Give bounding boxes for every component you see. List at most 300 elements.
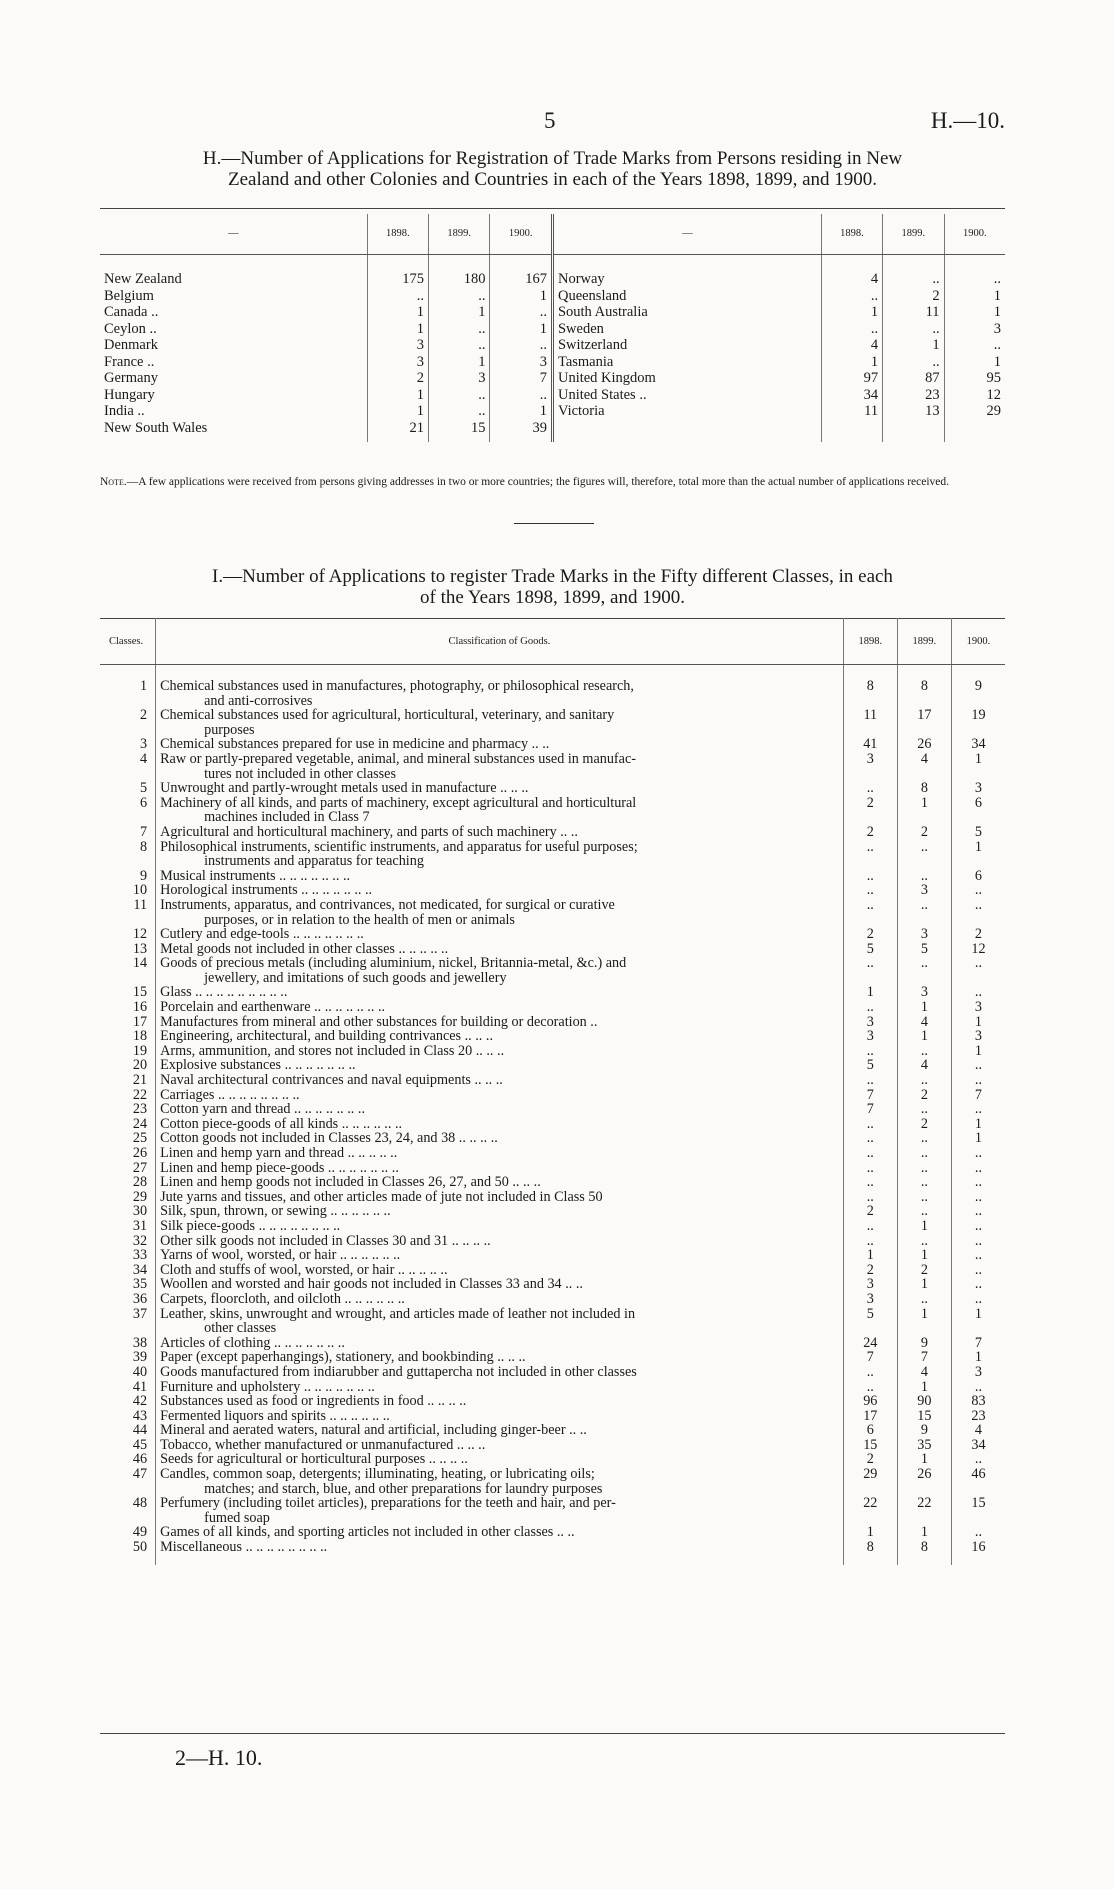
value-1899-right: 13 bbox=[883, 403, 944, 420]
value-1899: 3 bbox=[897, 985, 951, 1000]
value-1900: 7 bbox=[951, 1088, 1005, 1103]
value-1899-left: .. bbox=[429, 337, 490, 354]
value-1899: 8 bbox=[897, 679, 951, 708]
goods-description bbox=[156, 1263, 844, 1278]
value-1899: 15 bbox=[897, 1409, 951, 1424]
value-1900-right: 1 bbox=[944, 304, 1005, 321]
goods-description-line: Chemical substances prepared for use in medicine and pharmacy .. .. bbox=[160, 736, 550, 753]
goods-description-line: Carpets, floorcloth, and oilcloth .. .. .. .. .. .. bbox=[160, 1290, 405, 1307]
goods-description-line: Other silk goods not included in Classes 30 and 31 .. .. .. .. bbox=[160, 1232, 491, 1249]
value-1898-left: 1 bbox=[367, 321, 428, 338]
value-1899: .. bbox=[897, 1131, 951, 1146]
value-1900: 6 bbox=[951, 869, 1005, 884]
goods-description-continuation: tures not included in other classes bbox=[204, 765, 396, 782]
table-h-col-1898-left: 1898. bbox=[367, 214, 428, 255]
class-number: 12 bbox=[100, 927, 156, 942]
value-1898: .. bbox=[843, 1073, 897, 1088]
value-1899: 8 bbox=[897, 1540, 951, 1565]
goods-description-line: Engineering, architectural, and building contrivances .. .. .. bbox=[160, 1028, 493, 1045]
value-1900-left: 3 bbox=[490, 354, 553, 371]
class-number: 27 bbox=[100, 1161, 156, 1176]
goods-description bbox=[156, 1438, 844, 1453]
value-1898: 1 bbox=[843, 1248, 897, 1263]
value-1900-right bbox=[944, 420, 1005, 443]
value-1900: .. bbox=[951, 898, 1005, 927]
goods-description bbox=[156, 825, 844, 840]
class-number: 15 bbox=[100, 985, 156, 1000]
value-1898-right: .. bbox=[821, 321, 882, 338]
goods-description-line: Chemical substances used in manufactures, photography, or philosophical research, bbox=[160, 678, 634, 694]
value-1898: .. bbox=[843, 1131, 897, 1146]
value-1899-left: .. bbox=[429, 403, 490, 420]
document-reference: H.—10. bbox=[930, 108, 1005, 133]
class-number: 23 bbox=[100, 1102, 156, 1117]
value-1900: .. bbox=[951, 1073, 1005, 1088]
value-1898-left: 21 bbox=[367, 420, 428, 443]
goods-description-line: Horological instruments .. .. .. .. .. .. .. bbox=[160, 882, 373, 899]
goods-description bbox=[156, 1073, 844, 1088]
goods-description bbox=[156, 927, 844, 942]
class-number: 26 bbox=[100, 1146, 156, 1161]
country-left: France .. bbox=[104, 353, 155, 370]
class-number: 7 bbox=[100, 825, 156, 840]
value-1900: 2 bbox=[951, 927, 1005, 942]
class-row bbox=[100, 1525, 1005, 1540]
goods-description-continuation: jewellery, and imitations of such goods and jewellery bbox=[204, 969, 507, 986]
table-h-top-rule bbox=[100, 208, 1005, 209]
note-text: —A few applications were received from persons giving addresses in two or more countries; the figures will, therefore, total more than the actual number of applications received. bbox=[126, 476, 950, 488]
value-1898-right: 1 bbox=[821, 354, 882, 371]
table-h-title-line-2: Zealand and other Colonies and Countries in each of the Years 1898, 1899, and 1900. bbox=[227, 169, 878, 190]
goods-description bbox=[156, 1292, 844, 1307]
value-1898: 3 bbox=[843, 752, 897, 781]
value-1898-right: 4 bbox=[821, 271, 882, 288]
goods-description bbox=[156, 1204, 844, 1219]
value-1899-right: .. bbox=[883, 354, 944, 371]
note-label: Note. bbox=[100, 476, 127, 488]
value-1900: 7 bbox=[951, 1336, 1005, 1351]
value-1898: .. bbox=[843, 869, 897, 884]
goods-description bbox=[156, 1365, 844, 1380]
class-row bbox=[100, 1350, 1005, 1365]
goods-description bbox=[156, 1175, 844, 1190]
class-row bbox=[100, 737, 1005, 752]
col-1899: 1899. bbox=[897, 618, 951, 665]
country-right: United Kingdom bbox=[552, 370, 821, 387]
value-1899: 4 bbox=[897, 752, 951, 781]
value-1899: 90 bbox=[897, 1394, 951, 1409]
value-1900: 1 bbox=[951, 1015, 1005, 1030]
goods-description-line: Linen and hemp yarn and thread .. .. .. .. .. bbox=[160, 1145, 398, 1161]
value-1898: 7 bbox=[843, 1350, 897, 1365]
goods-description bbox=[156, 796, 844, 825]
goods-description bbox=[156, 1219, 844, 1234]
goods-description bbox=[156, 985, 844, 1000]
value-1900: 9 bbox=[951, 679, 1005, 708]
goods-description bbox=[156, 752, 844, 781]
value-1898: 7 bbox=[843, 1088, 897, 1103]
value-1900: 83 bbox=[951, 1394, 1005, 1409]
value-1899: 9 bbox=[897, 1336, 951, 1351]
value-1898: .. bbox=[843, 1219, 897, 1234]
goods-description bbox=[156, 956, 844, 985]
value-1899: .. bbox=[897, 1044, 951, 1059]
class-row bbox=[100, 679, 1005, 708]
table-i-title-line-2: of the Years 1898, 1899, and 1900. bbox=[420, 587, 685, 608]
goods-description-line: Goods manufactured from indiarubber and guttapercha not included in other classes bbox=[160, 1363, 637, 1380]
class-row bbox=[100, 1029, 1005, 1044]
class-number: 25 bbox=[100, 1131, 156, 1146]
class-row bbox=[100, 1467, 1005, 1496]
value-1898: 3 bbox=[843, 1277, 897, 1292]
value-1900: .. bbox=[951, 1058, 1005, 1073]
value-1900-left: .. bbox=[490, 387, 553, 404]
goods-description-line: Yarns of wool, worsted, or hair .. .. .. .. .. .. bbox=[160, 1247, 401, 1264]
goods-description bbox=[156, 1131, 844, 1146]
class-row bbox=[100, 1263, 1005, 1278]
value-1898: 5 bbox=[843, 1058, 897, 1073]
value-1900-right: 1 bbox=[944, 288, 1005, 305]
goods-description-continuation: purposes bbox=[204, 721, 255, 738]
value-1898: 8 bbox=[843, 1540, 897, 1565]
value-1899-left: .. bbox=[429, 288, 490, 305]
class-row bbox=[100, 1146, 1005, 1161]
class-row bbox=[100, 1175, 1005, 1190]
value-1900: 5 bbox=[951, 825, 1005, 840]
goods-description bbox=[156, 1117, 844, 1132]
class-row bbox=[100, 927, 1005, 942]
class-number: 41 bbox=[100, 1380, 156, 1395]
goods-description-line: Seeds for agricultural or horticultural purposes .. .. .. .. bbox=[160, 1451, 468, 1468]
goods-description-line: Instruments, apparatus, and contrivances, not medicated, for surgical or curative bbox=[160, 896, 615, 913]
value-1898-left: 175 bbox=[367, 271, 428, 288]
table-i bbox=[100, 618, 1005, 1565]
goods-description-line: Silk piece-goods .. .. .. .. .. .. .. .. bbox=[160, 1217, 341, 1234]
value-1900: 19 bbox=[951, 708, 1005, 737]
value-1900-left: 1 bbox=[490, 403, 553, 420]
class-number: 36 bbox=[100, 1292, 156, 1307]
goods-description bbox=[156, 1015, 844, 1030]
class-number: 34 bbox=[100, 1263, 156, 1278]
value-1900-left: .. bbox=[490, 337, 553, 354]
class-number: 1 bbox=[100, 679, 156, 708]
goods-description-continuation: fumed soap bbox=[204, 1509, 270, 1526]
goods-description-continuation: instruments and apparatus for teaching bbox=[204, 853, 424, 870]
value-1899: .. bbox=[897, 1292, 951, 1307]
goods-description bbox=[156, 781, 844, 796]
value-1899: 1 bbox=[897, 1452, 951, 1467]
class-row bbox=[100, 1117, 1005, 1132]
goods-description-line: Articles of clothing .. .. .. .. .. .. .. bbox=[160, 1334, 345, 1351]
class-row bbox=[100, 883, 1005, 898]
class-number: 47 bbox=[100, 1467, 156, 1496]
value-1898: 5 bbox=[843, 942, 897, 957]
class-row bbox=[100, 1102, 1005, 1117]
country-right: Sweden bbox=[552, 321, 821, 338]
goods-description-line: Manufactures from mineral and other substances for building or decoration .. bbox=[160, 1013, 598, 1030]
value-1899: .. bbox=[897, 898, 951, 927]
table-h-row bbox=[100, 403, 1005, 420]
value-1900: 1 bbox=[951, 1131, 1005, 1146]
goods-description-line: Unwrought and partly-wrought metals used in manufacture .. .. .. bbox=[160, 780, 529, 797]
table-h-row bbox=[100, 271, 1005, 288]
class-number: 31 bbox=[100, 1219, 156, 1234]
class-number: 20 bbox=[100, 1058, 156, 1073]
value-1899: 9 bbox=[897, 1423, 951, 1438]
value-1899-right: 11 bbox=[883, 304, 944, 321]
value-1898: 2 bbox=[843, 825, 897, 840]
value-1899-right: 87 bbox=[883, 370, 944, 387]
goods-description-line: Linen and hemp piece-goods .. .. .. .. .. .. .. bbox=[160, 1159, 399, 1176]
value-1898-left: .. bbox=[367, 288, 428, 305]
value-1898-left: 3 bbox=[367, 337, 428, 354]
value-1898: 1 bbox=[843, 985, 897, 1000]
value-1899-left: 1 bbox=[429, 354, 490, 371]
value-1900: .. bbox=[951, 1263, 1005, 1278]
value-1899: .. bbox=[897, 1175, 951, 1190]
value-1899-right: 23 bbox=[883, 387, 944, 404]
goods-description-line: Chemical substances used for agricultural, horticultural, veterinary, and sanitary bbox=[160, 707, 615, 724]
value-1900: 4 bbox=[951, 1423, 1005, 1438]
class-number: 43 bbox=[100, 1409, 156, 1424]
goods-description-line: Musical instruments .. .. .. .. .. .. .. bbox=[160, 867, 351, 884]
value-1900-right: .. bbox=[944, 271, 1005, 288]
class-row bbox=[100, 1394, 1005, 1409]
table-h-row bbox=[100, 304, 1005, 321]
country-left: Hungary bbox=[104, 386, 155, 403]
goods-description bbox=[156, 1467, 844, 1496]
value-1899: 3 bbox=[897, 883, 951, 898]
goods-description-line: Jute yarns and tissues, and other articles made of jute not included in Class 50 bbox=[160, 1188, 603, 1205]
country-left: Germany bbox=[104, 370, 158, 386]
class-number: 28 bbox=[100, 1175, 156, 1190]
value-1900: 16 bbox=[951, 1540, 1005, 1565]
value-1900: .. bbox=[951, 1525, 1005, 1540]
class-row bbox=[100, 840, 1005, 869]
value-1900-left: 39 bbox=[490, 420, 553, 443]
goods-description-line: Fermented liquors and spirits .. .. .. .. .. .. bbox=[160, 1407, 390, 1424]
class-row bbox=[100, 1380, 1005, 1395]
class-number: 8 bbox=[100, 840, 156, 869]
value-1899: 22 bbox=[897, 1496, 951, 1525]
value-1899: 26 bbox=[897, 737, 951, 752]
value-1900: .. bbox=[951, 1248, 1005, 1263]
value-1899-right: 2 bbox=[883, 288, 944, 305]
table-i-header-row bbox=[100, 618, 1005, 665]
country-left: Denmark bbox=[104, 337, 158, 353]
goods-description-line: Agricultural and horticultural machinery, and parts of such machinery .. .. bbox=[160, 823, 578, 840]
value-1900: .. bbox=[951, 1161, 1005, 1176]
value-1900: 3 bbox=[951, 1000, 1005, 1015]
class-number: 5 bbox=[100, 781, 156, 796]
class-number: 30 bbox=[100, 1204, 156, 1219]
value-1898: .. bbox=[843, 1146, 897, 1161]
class-number: 2 bbox=[100, 708, 156, 737]
goods-description-line: Raw or partly-prepared vegetable, animal, and mineral substances used in manufac- bbox=[160, 750, 636, 767]
value-1899-left: .. bbox=[429, 321, 490, 338]
value-1899: 4 bbox=[897, 1058, 951, 1073]
value-1898: 2 bbox=[843, 1204, 897, 1219]
goods-description-line: Mineral and aerated waters, natural and artificial, including ginger-beer .. .. bbox=[160, 1422, 587, 1439]
class-number: 44 bbox=[100, 1423, 156, 1438]
country-right bbox=[552, 420, 821, 443]
goods-description bbox=[156, 1029, 844, 1044]
value-1900: 15 bbox=[951, 1496, 1005, 1525]
class-number: 11 bbox=[100, 898, 156, 927]
goods-description bbox=[156, 1190, 844, 1205]
value-1899: 26 bbox=[897, 1467, 951, 1496]
value-1899: 1 bbox=[897, 796, 951, 825]
value-1899: .. bbox=[897, 1204, 951, 1219]
value-1900-left: 7 bbox=[490, 370, 553, 387]
goods-description-line: Arms, ammunition, and stores not included in Class 20 .. .. .. bbox=[160, 1042, 505, 1059]
value-1898: .. bbox=[843, 1161, 897, 1176]
table-i-title bbox=[100, 566, 1005, 608]
value-1899-left: 180 bbox=[429, 271, 490, 288]
value-1899: 1 bbox=[897, 1000, 951, 1015]
value-1900: 1 bbox=[951, 1350, 1005, 1365]
value-1899: .. bbox=[897, 869, 951, 884]
class-row bbox=[100, 1307, 1005, 1336]
class-number: 3 bbox=[100, 737, 156, 752]
class-number: 21 bbox=[100, 1073, 156, 1088]
value-1898: 17 bbox=[843, 1409, 897, 1424]
value-1899: .. bbox=[897, 1146, 951, 1161]
country-left: Canada .. bbox=[104, 304, 159, 320]
value-1898: 41 bbox=[843, 737, 897, 752]
class-number: 16 bbox=[100, 1000, 156, 1015]
class-row bbox=[100, 1336, 1005, 1351]
class-row bbox=[100, 1409, 1005, 1424]
class-row bbox=[100, 1073, 1005, 1088]
goods-description-continuation: other classes bbox=[204, 1320, 277, 1337]
class-row bbox=[100, 1161, 1005, 1176]
table-h-title bbox=[100, 148, 1005, 190]
value-1898: .. bbox=[843, 1175, 897, 1190]
value-1898: .. bbox=[843, 1234, 897, 1249]
value-1899: 5 bbox=[897, 942, 951, 957]
value-1898: 29 bbox=[843, 1467, 897, 1496]
value-1899: 2 bbox=[897, 1263, 951, 1278]
class-row bbox=[100, 1219, 1005, 1234]
goods-description-line: Goods of precious metals (including aluminium, nickel, Britannia-metal, &c.) and bbox=[160, 955, 627, 972]
value-1900: 23 bbox=[951, 1409, 1005, 1424]
table-h-row bbox=[100, 387, 1005, 404]
goods-description-line: Metal goods not included in other classes .. .. .. .. .. bbox=[160, 940, 449, 957]
table-h bbox=[100, 214, 1005, 442]
value-1899: 1 bbox=[897, 1277, 951, 1292]
class-row bbox=[100, 752, 1005, 781]
value-1898: 1 bbox=[843, 1525, 897, 1540]
value-1898: .. bbox=[843, 840, 897, 869]
col-classification: Classification of Goods. bbox=[156, 618, 844, 665]
value-1899: 8 bbox=[897, 781, 951, 796]
class-row bbox=[100, 1292, 1005, 1307]
goods-description bbox=[156, 737, 844, 752]
value-1899: 17 bbox=[897, 708, 951, 737]
value-1898: 22 bbox=[843, 1496, 897, 1525]
goods-description bbox=[156, 1277, 844, 1292]
value-1899: 1 bbox=[897, 1219, 951, 1234]
value-1900-right: 3 bbox=[944, 321, 1005, 338]
value-1900: .. bbox=[951, 1204, 1005, 1219]
class-row bbox=[100, 985, 1005, 1000]
goods-description bbox=[156, 898, 844, 927]
value-1900: 3 bbox=[951, 781, 1005, 796]
class-row bbox=[100, 1496, 1005, 1525]
goods-description-line: Philosophical instruments, scientific instruments, and apparatus for useful purposes; bbox=[160, 838, 638, 855]
goods-description-line: Silk, spun, thrown, or sewing .. .. .. .. .. .. bbox=[160, 1203, 391, 1220]
value-1900: .. bbox=[951, 1146, 1005, 1161]
goods-description-line: Furniture and upholstery .. .. .. .. .. .. .. bbox=[160, 1378, 375, 1395]
value-1899: .. bbox=[897, 840, 951, 869]
goods-description bbox=[156, 1496, 844, 1525]
class-number: 13 bbox=[100, 942, 156, 957]
value-1898-left: 2 bbox=[367, 370, 428, 387]
goods-description bbox=[156, 942, 844, 957]
table-h-note bbox=[100, 476, 1005, 489]
value-1900: .. bbox=[951, 883, 1005, 898]
country-right: United States .. bbox=[552, 387, 821, 404]
value-1898: .. bbox=[843, 1117, 897, 1132]
value-1898-right: 34 bbox=[821, 387, 882, 404]
page-number: 5 bbox=[544, 108, 556, 133]
goods-description-line: Woollen and worsted and hair goods not included in Classes 33 and 34 .. .. bbox=[160, 1276, 583, 1293]
value-1900: 34 bbox=[951, 737, 1005, 752]
value-1900: 1 bbox=[951, 840, 1005, 869]
table-h-row bbox=[100, 337, 1005, 354]
country-right: Queensland bbox=[552, 288, 821, 305]
goods-description-line: Games of all kinds, and sporting articles not included in other classes .. .. bbox=[160, 1524, 575, 1541]
value-1900: 1 bbox=[951, 752, 1005, 781]
goods-description-line: Cotton piece-goods of all kinds .. .. .. .. .. .. bbox=[160, 1115, 403, 1132]
goods-description bbox=[156, 869, 844, 884]
value-1898: .. bbox=[843, 781, 897, 796]
value-1900: 1 bbox=[951, 1117, 1005, 1132]
value-1900: .. bbox=[951, 956, 1005, 985]
value-1899: .. bbox=[897, 1161, 951, 1176]
value-1898: .. bbox=[843, 883, 897, 898]
value-1900-right: 12 bbox=[944, 387, 1005, 404]
value-1898: 2 bbox=[843, 1452, 897, 1467]
class-number: 38 bbox=[100, 1336, 156, 1351]
goods-description-continuation: machines included in Class 7 bbox=[204, 809, 370, 826]
value-1900: 1 bbox=[951, 1307, 1005, 1336]
value-1899: .. bbox=[897, 1190, 951, 1205]
country-right: South Australia bbox=[552, 304, 821, 321]
goods-description bbox=[156, 1161, 844, 1176]
value-1898: .. bbox=[843, 1044, 897, 1059]
value-1900: .. bbox=[951, 1380, 1005, 1395]
class-row bbox=[100, 1088, 1005, 1103]
value-1898: .. bbox=[843, 956, 897, 985]
value-1900: 46 bbox=[951, 1467, 1005, 1496]
class-number: 50 bbox=[100, 1540, 156, 1565]
class-row bbox=[100, 1015, 1005, 1030]
goods-description-line: Machinery of all kinds, and parts of machinery, except agricultural and horticultural bbox=[160, 794, 637, 811]
goods-description bbox=[156, 1380, 844, 1395]
value-1900-left: 1 bbox=[490, 321, 553, 338]
value-1900: .. bbox=[951, 1234, 1005, 1249]
goods-description bbox=[156, 1000, 844, 1015]
class-row bbox=[100, 825, 1005, 840]
class-row bbox=[100, 1277, 1005, 1292]
class-row bbox=[100, 1540, 1005, 1565]
value-1898-right: 4 bbox=[821, 337, 882, 354]
goods-description bbox=[156, 1540, 844, 1565]
table-h-col-country-left: — bbox=[100, 214, 367, 255]
table-h-col-country-right: — bbox=[552, 214, 821, 255]
